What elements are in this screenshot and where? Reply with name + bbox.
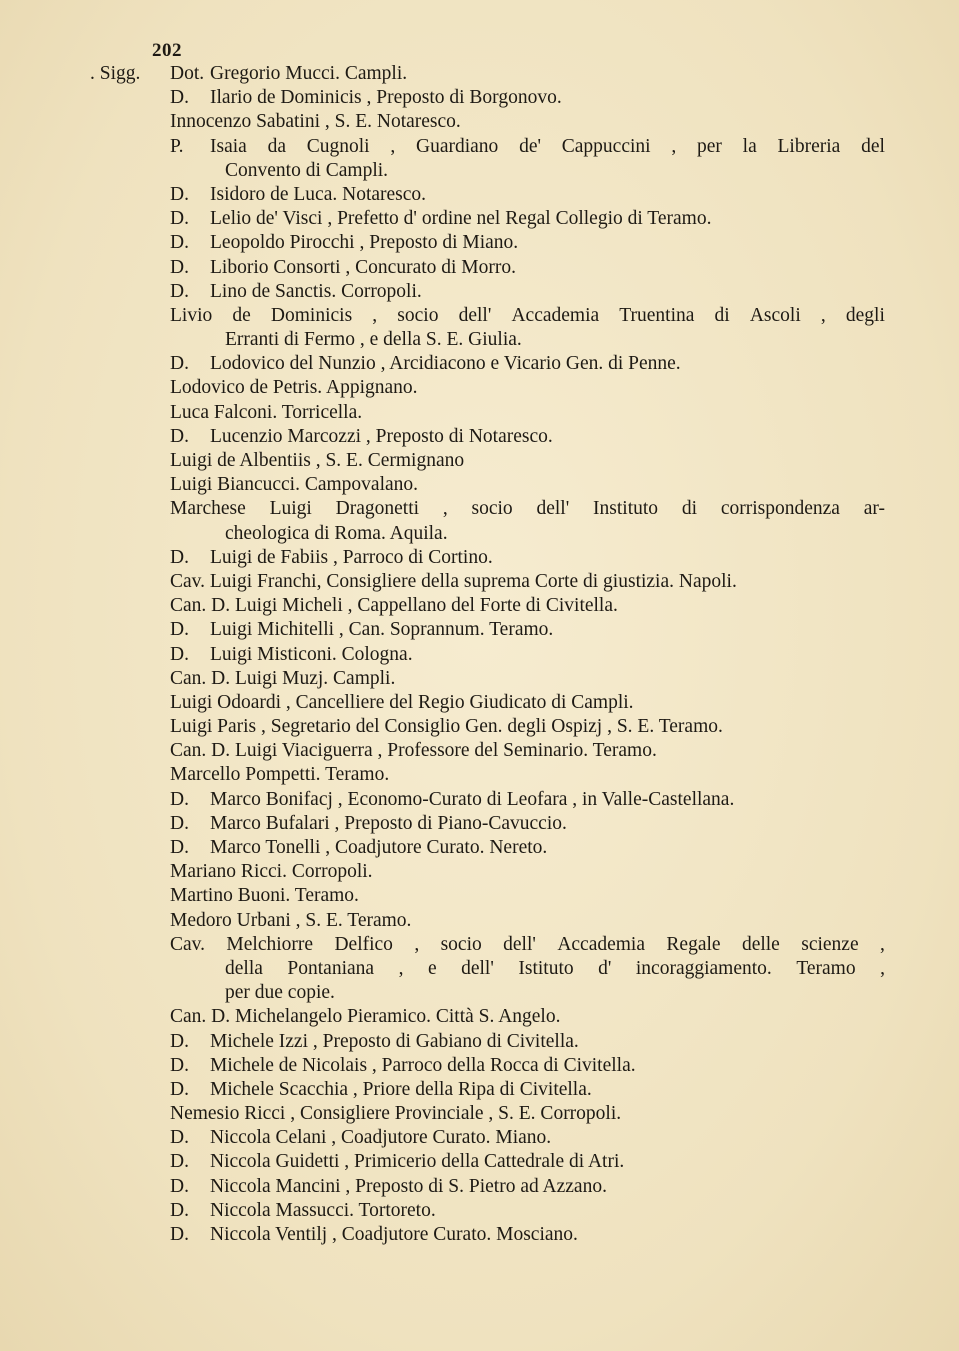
list-item [0,1078,959,1102]
list-item [0,618,959,642]
entry-text: Niccola Ventilj , Coadjutore Curato. Mosciano. [210,1224,578,1245]
list-item [0,643,959,667]
entry-title-prefix: D. [170,232,189,254]
list-item [0,231,959,255]
entry-continuation: cheologica di Roma. Aquila. [225,522,448,544]
list-item [0,884,959,908]
entry-title-prefix: D. [170,1078,189,1100]
entry-continuation: Convento di Campli. [225,159,389,181]
entry-continuation: per due copie. [225,982,335,1004]
entry-text: Leopoldo Pirocchi , Preposto di Miano. [210,232,519,254]
list-item [0,1126,959,1150]
entry-text: Can. D. Luigi Viaciguerra , Professore del Seminario. Teramo. [170,740,657,762]
lead-word: . Sigg. [90,63,141,84]
entry-title-prefix: D. [170,1127,189,1149]
entry-title-prefix: D. [170,837,189,858]
entry-title-prefix: D. [170,1175,189,1197]
list-item [0,256,959,280]
list-item [0,62,959,86]
entry-text: Marcello Pompetti. Teramo. [170,764,390,786]
list-item [0,376,959,400]
entry-title-prefix: D. [170,643,189,665]
list-item [0,401,959,425]
list-item [0,280,959,304]
list-item [0,304,959,352]
entry-title-prefix: D. [170,812,189,834]
entry-text: Luigi Misticoni. Cologna. [210,643,413,665]
list-item [0,1102,959,1126]
entry-text: Lodovico de Petris. Appignano. [170,377,418,399]
list-item [0,1150,959,1174]
entry-text: Niccola Celani , Coadjutore Curato. Miano. [210,1127,552,1149]
entry-text: Lodovico del Nunzio , Arcidiacono e Vicario Gen. di Penne. [210,353,681,375]
list-item [0,207,959,231]
entry-text: Can. D. Michelangelo Pieramico. Città S. Angelo. [170,1006,561,1028]
list-item [0,110,959,134]
list-item [0,933,959,1006]
entry-text: Innocenzo Sabatini , S. E. Notaresco. [170,111,461,133]
entry-title-prefix: D. [170,546,189,568]
entry-text: Niccola Guidetti , Primicerio della Cattedrale di Atri. [210,1151,625,1173]
entry-title-prefix: D. [170,1151,189,1173]
entry-title-prefix: D. [170,183,189,205]
entry-text: Can. D. Luigi Muzj. Campli. [170,667,396,689]
page-number: 202 [152,40,182,61]
list-item [0,909,959,933]
list-item [0,449,959,473]
entry-text: Luigi de Fabiis , Parroco di Cortino. [210,546,493,568]
list-item [0,86,959,110]
entry-title-prefix: P. [170,135,184,157]
entry-title-prefix: D. [170,208,189,230]
list-item [0,1199,959,1223]
list-item [0,546,959,570]
list-item [0,667,959,691]
entry-title-prefix: D. [170,280,189,302]
entry-title-prefix: D. [170,788,189,810]
entry-text: Luigi Odoardi , Cancelliere del Regio Giudicato di Campli. [170,691,634,713]
list-item [0,183,959,207]
entry-text: Ilario de Dominicis , Preposto di Borgonovo. [210,87,562,109]
list-item [0,812,959,836]
entry-title-prefix: D. [170,1224,189,1245]
entry-continuation: della Pontaniana , e dell' Istituto d' incoraggiamento. Teramo , [225,957,885,979]
subscriber-list [0,62,959,1247]
entry-text: Martino Buoni. Teramo. [170,885,359,907]
list-item [0,715,959,739]
entry-text: Niccola Mancini , Preposto di S. Pietro ad Azzano. [210,1175,607,1197]
entry-title-prefix: D. [170,425,189,447]
entry-text: Luigi de Albentiis , S. E. Cermignano [170,450,465,471]
list-item [0,594,959,618]
entry-text: Marco Bufalari , Preposto di Piano-Cavuccio. [210,812,567,834]
list-item [0,497,959,545]
entry-text: Michele Izzi , Preposto di Gabiano di Civitella. [210,1030,579,1052]
entry-text: Nemesio Ricci , Consigliere Provinciale , S. E. Corropoli. [170,1103,622,1125]
entry-text: Cav. Melchiorre Delfico , socio dell' Accademia Regale delle scienze , [170,933,885,955]
entry-text: Michele Scacchia , Priore della Ripa di Civitella. [210,1078,592,1100]
entry-title-prefix: D. [170,87,189,109]
entry-text: Lucenzio Marcozzi , Preposto di Notaresco. [210,425,553,447]
list-item [0,788,959,812]
entry-title-prefix: D. [170,353,189,375]
entry-text: Medoro Urbani , S. E. Teramo. [170,909,412,931]
entry-title-prefix: D. [170,1030,189,1052]
entry-title-prefix: D. [170,1054,189,1076]
list-item [0,425,959,449]
list-item [0,570,959,594]
entry-text: Luca Falconi. Torricella. [170,401,363,423]
entry-text: Gregorio Mucci. Campli. [210,63,408,84]
entry-text: Isidoro de Luca. Notaresco. [210,183,427,205]
entry-title-prefix: D. [170,256,189,278]
list-item [0,836,959,860]
entry-text: Marchese Luigi Dragonetti , socio dell' Instituto di corrispondenza ar- [170,498,885,520]
entry-title-prefix: D. [170,619,189,641]
entry-text: Lelio de' Visci , Prefetto d' ordine nel Regal Collegio di Teramo. [210,208,712,230]
list-item [0,691,959,715]
entry-text: Liborio Consorti , Concurato di Morro. [210,256,517,278]
entry-continuation: Erranti di Fermo , e della S. E. Giulia. [225,329,522,351]
entry-title-prefix: Dot. [170,63,205,84]
list-item [0,473,959,497]
list-item [0,860,959,884]
list-item [0,763,959,787]
entry-text: Marco Bonifacj , Economo-Curato di Leofara , in Valle-Castellana. [210,788,735,810]
entry-text: Niccola Massucci. Tortoreto. [210,1199,436,1221]
entry-text: Cav. Luigi Franchi, Consigliere della suprema Corte di giustizia. Napoli. [170,570,737,592]
list-item [0,1030,959,1054]
entry-text: Can. D. Luigi Micheli , Cappellano del Forte di Civitella. [170,595,618,617]
entry-text: Mariano Ricci. Corropoli. [170,861,373,883]
list-item [0,135,959,183]
entry-text: Luigi Michitelli , Can. Soprannum. Teramo. [210,619,554,641]
list-item [0,1175,959,1199]
entry-text: Luigi Biancucci. Campovalano. [170,474,419,496]
entry-title-prefix: D. [170,1199,189,1221]
entry-text: Isaia da Cugnoli , Guardiano de' Cappuccini , per la Libreria del [210,135,885,157]
entry-text: Michele de Nicolais , Parroco della Rocca di Civitella. [210,1054,636,1076]
entry-text: Marco Tonelli , Coadjutore Curato. Nereto. [210,837,548,858]
list-item [0,1054,959,1078]
list-item [0,1223,959,1247]
entry-text: Lino de Sanctis. Corropoli. [210,280,422,302]
list-item [0,1005,959,1029]
list-item [0,352,959,376]
entry-text: Livio de Dominicis , socio dell' Accademia Truentina di Ascoli , degli [170,304,885,326]
list-item [0,739,959,763]
entry-text: Luigi Paris , Segretario del Consiglio Gen. degli Ospizj , S. E. Teramo. [170,716,723,738]
